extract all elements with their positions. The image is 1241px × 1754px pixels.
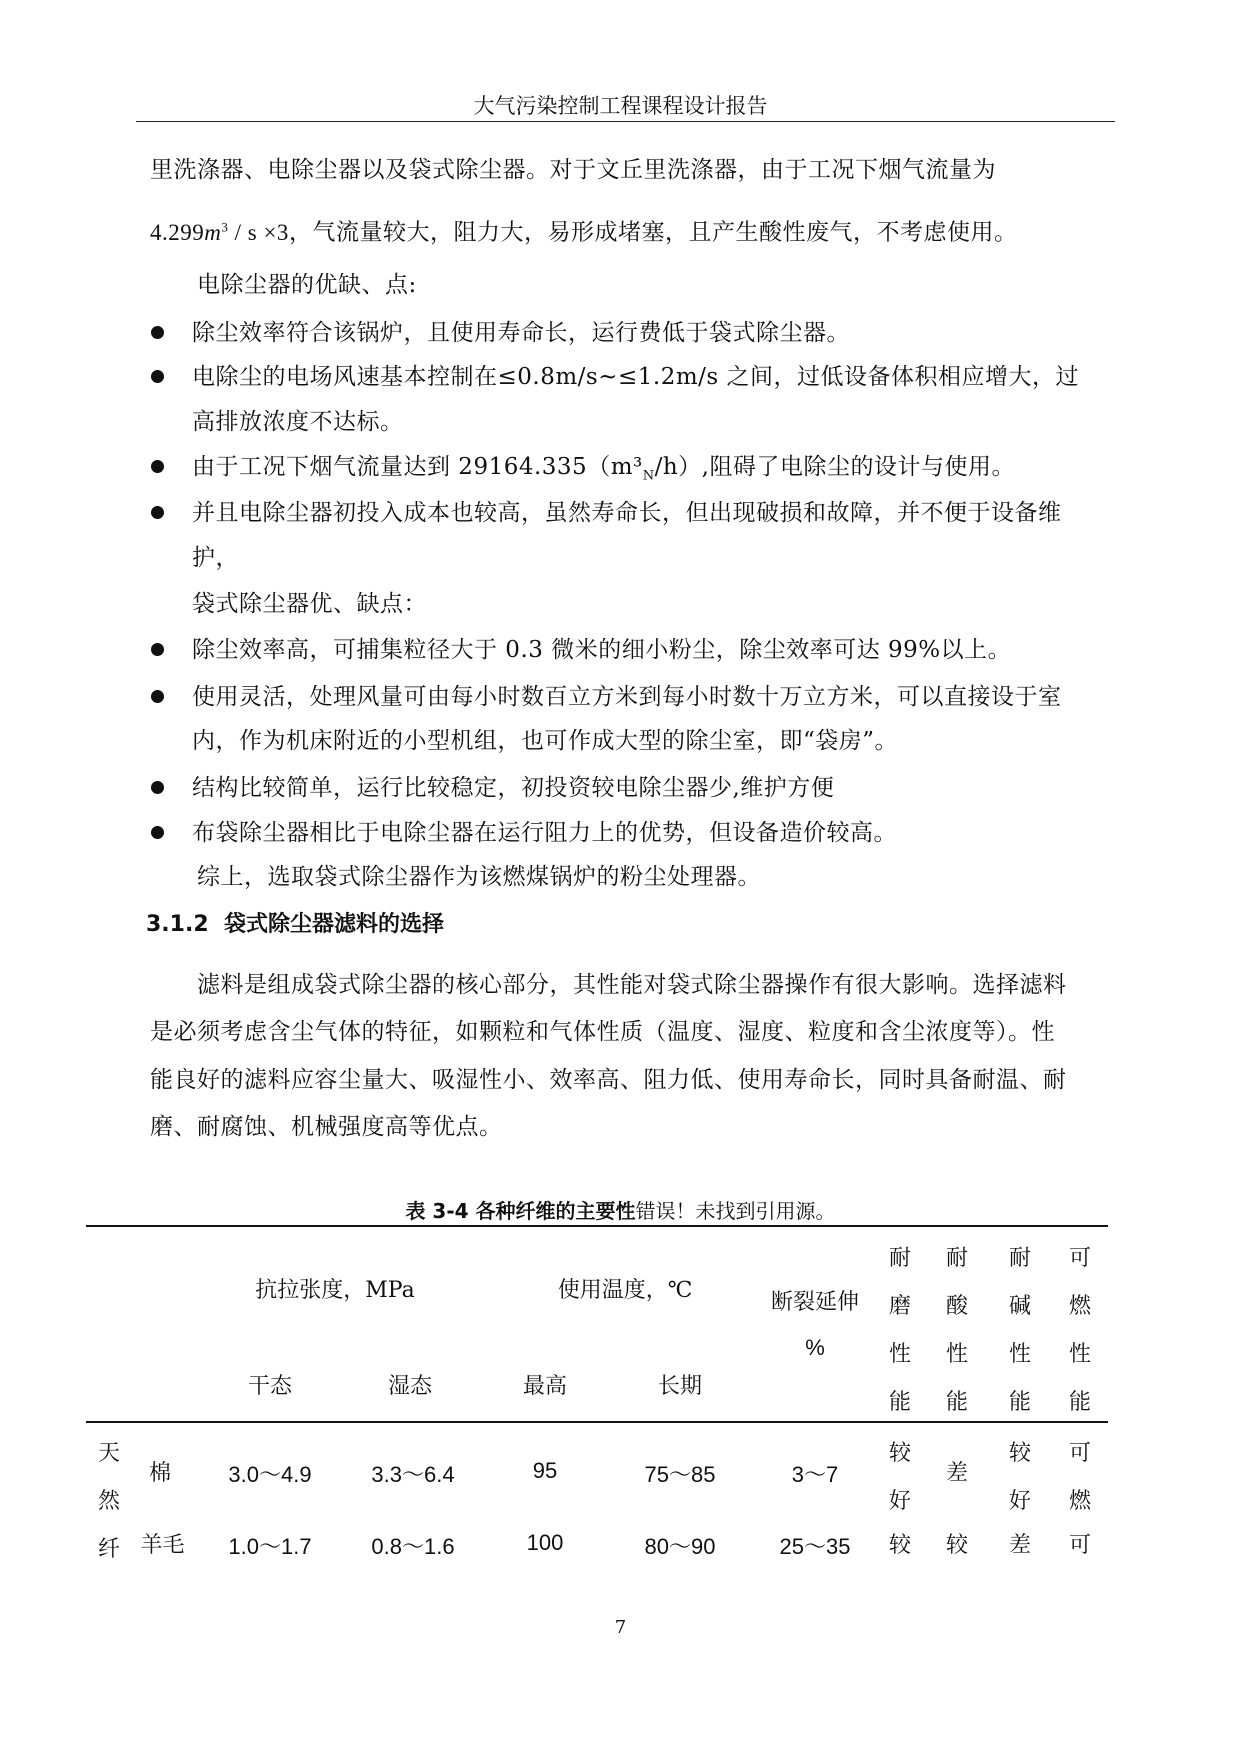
section-paragraph-line-3: 能良好的滤料应容尘量大、吸湿性小、效率高、阻力低、使用寿命长，同时具备耐温、耐 (150, 1067, 1067, 1093)
row-cotton-elongation: 3～7 (791, 1462, 839, 1487)
header-tensile: 抗拉张度，MPa (255, 1278, 415, 1303)
row-cotton-alkali: 较 好 (1008, 1441, 1031, 1514)
esp-bullet-2-line-1: 电除尘的电场风速基本控制在≤0.8m/s~≤1.2m/s 之间，过低设备体积相应增大，过 (192, 364, 1080, 390)
row-cotton-name: 棉 (148, 1461, 171, 1486)
bullet-icon (151, 643, 164, 656)
bullet-icon (151, 370, 164, 383)
bag-bullet-2-line-2: 内，作为机床附近的小型机组，也可作成大型的除尘室，即“袋房”。 (192, 728, 899, 754)
row-wool-name: 羊毛 (140, 1533, 185, 1558)
formula: $4.299m^3 / s \times 3$ (150, 219, 289, 245)
section-heading: 3.1.2 袋式除尘器滤料的选择 (146, 912, 444, 937)
row-cotton-flammability: 可 燃 (1068, 1441, 1091, 1514)
running-header: 大气污染控制工程课程设计报告 (473, 94, 768, 118)
esp-bullet-3: 由于工况下烟气流量达到 $29164.335(m^3_N/h)$,阻碍了电除尘的设计与使用。 (192, 454, 1015, 484)
row-cotton-dry: 3.0～4.9 (228, 1462, 312, 1487)
bag-bullet-4: 布袋除尘器相比于电除尘器在运行阻力上的优势，但设备造价较高。 (192, 820, 897, 846)
row-wool-acid: 较 (945, 1533, 968, 1558)
row-wool-long: 80～90 (644, 1534, 716, 1559)
intro-line-2: $4.299m^3 / s \times 3$，气流量较大，阻力大，易形成堵塞，且产生酸性废气，不考虑使用。 (150, 219, 1018, 246)
row-cotton-abrasion: 较 好 (888, 1441, 911, 1514)
bullet-icon (151, 506, 164, 519)
row-wool-alkali: 差 (1008, 1533, 1031, 1558)
header-dry: 干态 (247, 1374, 292, 1399)
row-cotton-max: 95 (532, 1458, 558, 1483)
section-paragraph-line-1: 滤料是组成袋式除尘器的核心部分，其性能对袋式除尘器操作有很大影响。选择滤料 (197, 972, 1067, 998)
row-wool-dry: 1.0～1.7 (228, 1534, 312, 1559)
bag-heading: 袋式除尘器优、缺点： (192, 591, 427, 617)
header-max: 最高 (522, 1374, 567, 1399)
header-elongation-unit: % (805, 1335, 825, 1360)
row-cotton-long: 75～85 (644, 1462, 716, 1487)
row-cotton-acid: 差 (945, 1461, 968, 1486)
bullet-icon (151, 690, 164, 703)
row-wool-max: 100 (526, 1530, 564, 1555)
row-wool-elongation: 25～35 (779, 1534, 851, 1559)
section-paragraph-line-2: 是必须考虑含尘气体的特征，如颗粒和气体性质（温度、湿度、粒度和含尘浓度等）。性 (150, 1019, 1055, 1045)
section-paragraph-line-4: 磨、耐腐蚀、机械强度高等优点。 (150, 1114, 503, 1140)
header-wet: 湿态 (387, 1374, 432, 1399)
bag-bullet-2-line-1: 使用灵活，处理风量可由每小时数百立方米到每小时数十万立方米，可以直接设于室 (192, 684, 1062, 710)
intro-line-1: 里洗涤器、电除尘器以及袋式除尘器。对于文丘里洗涤器，由于工况下烟气流量为 (150, 157, 996, 183)
bag-bullet-1: 除尘效率高，可捕集粒径大于 0.3 微米的细小粉尘，除尘效率可达 99%以上。 (192, 637, 1012, 663)
row-cotton-wet: 3.3～6.4 (371, 1462, 455, 1487)
esp-bullet-4-line-1: 并且电除尘器初投入成本也较高，虽然寿命长，但出现破损和故障，并不便于设备维 (192, 500, 1062, 526)
row-wool-abrasion: 较 (888, 1533, 911, 1558)
row-wool-wet: 0.8～1.6 (371, 1534, 455, 1559)
header-rule (136, 121, 1115, 122)
conclusion: 综上，选取袋式除尘器作为该燃煤锅炉的粉尘处理器。 (197, 864, 761, 890)
header-alkali: 耐 碱 性 能 (1008, 1246, 1031, 1415)
esp-bullet-4-line-2: 护， (192, 545, 239, 571)
table-top-rule (86, 1225, 1108, 1227)
row-wool-flammability: 可 (1068, 1533, 1091, 1558)
bullet-icon (151, 781, 164, 794)
header-temperature: 使用温度，℃ (557, 1278, 693, 1303)
bag-bullet-3: 结构比较简单，运行比较稳定，初投资较电除尘器少,维护方便 (192, 775, 835, 801)
header-flammability: 可 燃 性 能 (1068, 1246, 1091, 1415)
group-natural-fiber: 天 然 纤 (97, 1441, 120, 1562)
bullet-icon (151, 460, 164, 473)
table-caption: 表 3-4 各种纤维的主要性错误！未找到引用源。 (405, 1199, 836, 1223)
page-number: 7 (614, 1617, 627, 1638)
header-long: 长期 (657, 1374, 702, 1399)
esp-bullet-1: 除尘效率符合该锅炉，且使用寿命长，运行费低于袋式除尘器。 (192, 320, 850, 346)
header-abrasion: 耐 磨 性 能 (888, 1246, 911, 1415)
header-elongation: 断裂延伸 (770, 1290, 859, 1315)
bullet-icon (151, 326, 164, 339)
esp-bullet-2-line-2: 高排放浓度不达标。 (192, 409, 404, 435)
bullet-icon (151, 826, 164, 839)
esp-heading: 电除尘器的优缺、点: (197, 272, 417, 298)
header-acid: 耐 酸 性 能 (945, 1246, 968, 1415)
